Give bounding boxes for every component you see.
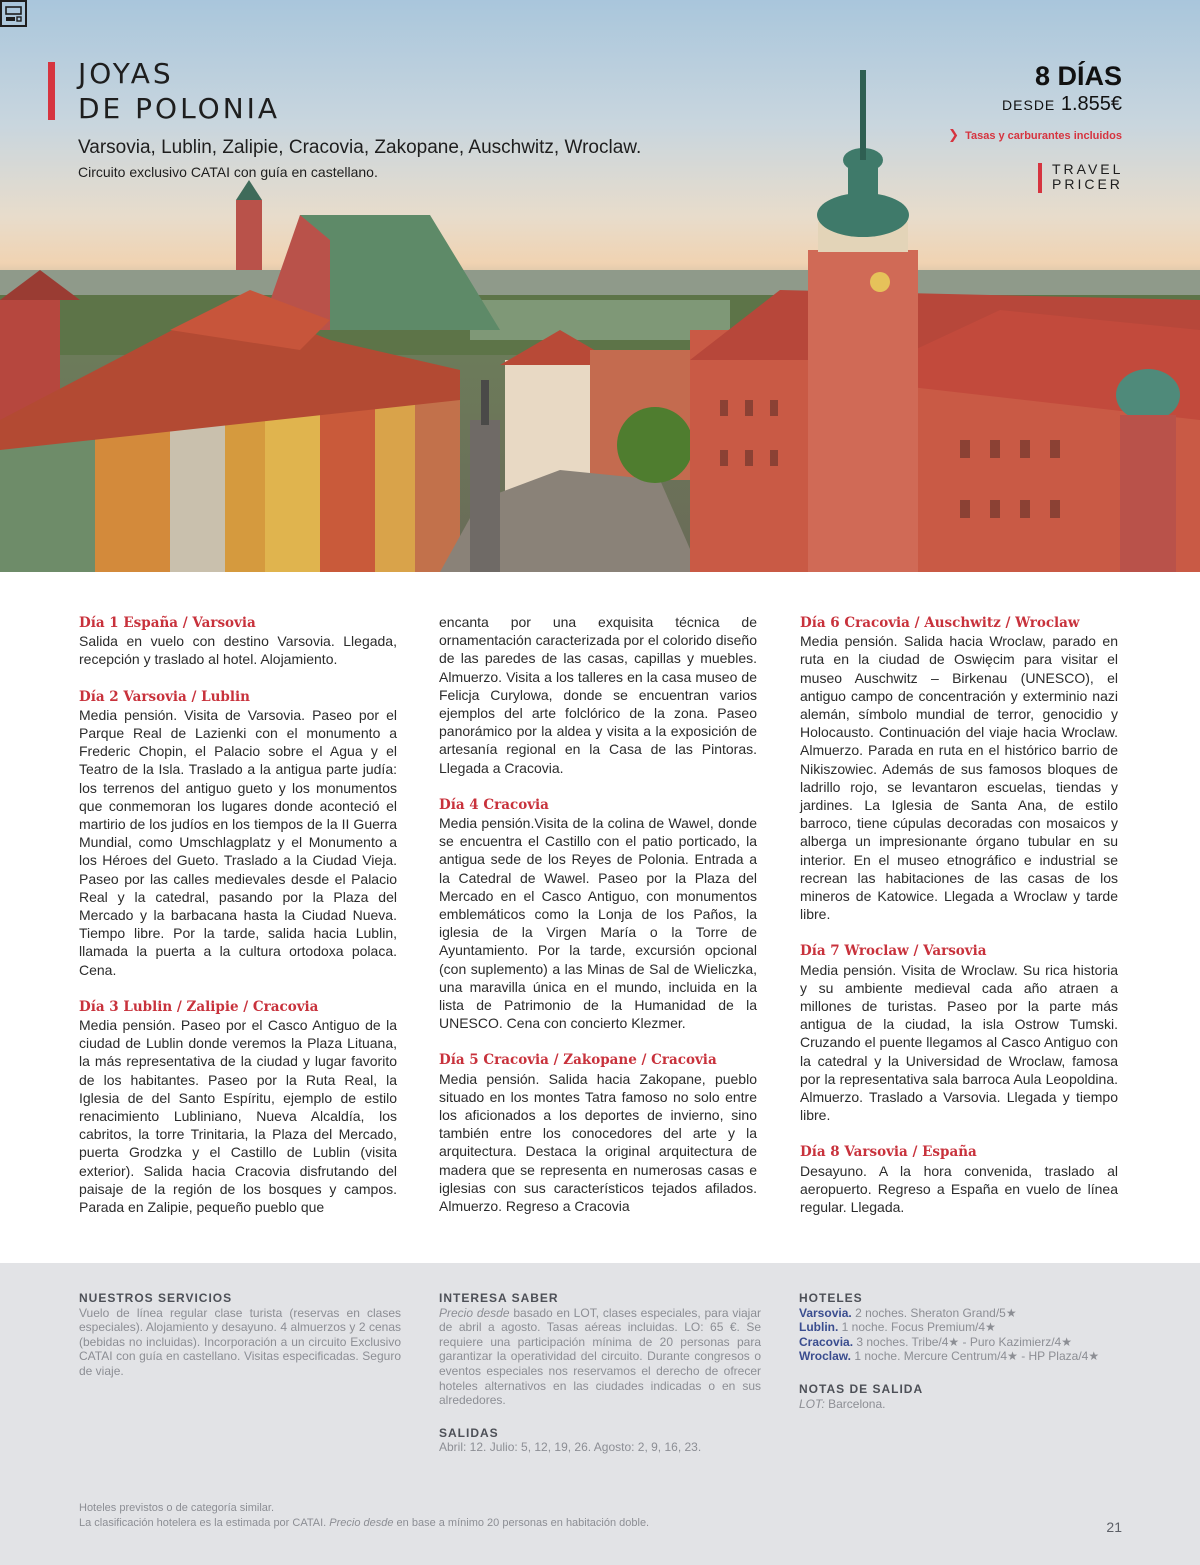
info-panel bbox=[0, 1263, 1200, 1565]
footer-line-1: Hoteles previstos o de categoría similar. bbox=[79, 1502, 275, 1514]
day-7-text: Media pensión. Visita de Wroclaw. Su rica historia y su ambiente medieval cada año atraen a millones de turistas. Paseo por la parte más antigua de la ciudad, la isla Ostrow Tumski. Cruzando el puente llegamos al Casco Antiguo con la catedral y la Universidad de Wroclaw, famosa por la representativa sala barroca Aula Leopoldina. Almuerzo. Traslado a Varsovia. Llegada y tiempo libre. bbox=[800, 961, 1118, 1124]
price-label: DESDE bbox=[1002, 97, 1056, 113]
day-6-heading: Día 6 Cracovia / Auschwitz / Wroclaw bbox=[800, 615, 1080, 631]
notes-title: NOTAS DE SALIDA bbox=[799, 1381, 924, 1396]
day-3 bbox=[79, 997, 397, 1216]
services-section bbox=[79, 1291, 401, 1379]
interest-text: basado en LOT, clases especiales, para viajar de abril a agosto. Tasas aéreas incluidas. LO: 65 €. Se requiere una participación mínima de 20 personas para garantizar la operatividad del circuito. Durante congresos o eventos especiales nos reservamos el derecho de ofrecer hoteles alternativos en las ciudades indicadas o en sus alrededores. bbox=[439, 1305, 762, 1408]
trip-duration: 8 DÍAS bbox=[1034, 61, 1122, 91]
notes-emphasis: LOT: bbox=[799, 1396, 825, 1411]
interest-section bbox=[439, 1291, 761, 1455]
hero-photo bbox=[0, 0, 1200, 572]
tagline: Circuito exclusivo CATAI con guía en castellano. bbox=[78, 164, 378, 180]
badge-line-1: TRAVEL bbox=[1052, 161, 1124, 177]
services-text: Vuelo de línea regular clase turista (reservas en clases especiales). Alojamiento y desayuno. 4 almuerzos y 2 cenas (bebidas no incluidas). Incorporación a un circuito Exclusivo CATAI con guía en castellano. Visitas especificadas. Seguro de viaje. bbox=[79, 1305, 401, 1378]
day-1 bbox=[79, 613, 397, 669]
day-8 bbox=[800, 1142, 1118, 1216]
interest-emphasis: Precio desde bbox=[439, 1305, 510, 1320]
interest-title: INTERESA SABER bbox=[439, 1291, 559, 1305]
day-4-text: Media pensión.Visita de la colina de Wawel, donde se encuentra el Castillo con el patio porticado, la antigua sede de los Reyes de Polonia. Entrada a la Catedral de Wawel. Paseo por la Plaza del Mercado en el Casco Antiguo, con monumentos emblemáticos como la Lonja de los Paños, la iglesia de la Virgen María o la Torre de Ayuntamiento. Por la tarde, excursión opcional (con suplemento) a las Minas de Sal de Wieliczka, una maravilla única en el mundo, incluida en la lista de Patrimonio de la Humanidad de la UNESCO. Cena con concierto Klezmer. bbox=[439, 815, 757, 1032]
itinerary-column-1 bbox=[79, 613, 397, 1234]
travel-pricer-badge bbox=[1052, 162, 1123, 192]
badge-accent-bar bbox=[1038, 163, 1042, 193]
hotels-title: HOTELES bbox=[799, 1291, 863, 1305]
day-7-heading: Día 7 Wroclaw / Varsovia bbox=[800, 943, 987, 960]
trip-title-line-1: JOYAS bbox=[78, 57, 174, 90]
itinerary-column-3 bbox=[800, 613, 1118, 1234]
day-1-text: Salida en vuelo con destino Varsovia. Llegada, recepción y traslado al hotel. Alojamiento. bbox=[79, 633, 397, 668]
hotel-entry bbox=[799, 1306, 1121, 1321]
day-1-heading: Día 1 España / Varsovia bbox=[79, 615, 256, 631]
price-value: 1.855€ bbox=[1060, 93, 1122, 115]
day-5-heading: Día 5 Cracovia / Zakopane / Cracovia bbox=[439, 1052, 717, 1069]
day-2-heading: Día 2 Varsovia / Lublin bbox=[79, 688, 250, 705]
trip-title-line-2: DE POLONIA bbox=[78, 92, 281, 125]
hotel-detail: 2 noches. Sheraton Grand/5★ bbox=[855, 1305, 1017, 1320]
day-7 bbox=[800, 941, 1118, 1124]
hotels-section bbox=[799, 1291, 1121, 1411]
day-4-heading: Día 4 Cracovia bbox=[439, 796, 549, 813]
hotel-entry bbox=[799, 1349, 1121, 1364]
interest-body bbox=[439, 1306, 761, 1408]
footer-line-2-emphasis: Precio desde bbox=[329, 1517, 394, 1529]
day-2 bbox=[79, 687, 397, 979]
services-title: NUESTROS SERVICIOS bbox=[79, 1291, 233, 1305]
day-6-text: Media pensión. Salida hacia Wroclaw, parado en ruta en la ciudad de Oswięcim para visitar el museo Auschwitz – Birkenau (UNESCO), el antiguo campo de concentración y exterminio nazi alemán, símbolo mundial de terror, genocidio y Holocausto. Continuación del viaje hacia Wroclaw. Almuerzo. Parada en ruta en el histórico barrio de Nikiszowiec. Además de sus famosos bloques de ladrillo rojo, se levantaron escuelas, tiendas y jardines. La Iglesia de Santa Ana, de estilo barroco, tiene cúpulas decoradas con mosaicos y alberga un impresionante órgano tubular en su interior. En el museo etnográfico e industrial se recrean las habitaciones de las casas de los mineros de Katowice. Llegada a Wroclaw y tarde libre. bbox=[800, 633, 1118, 923]
day-3-continued: encanta por una exquisita técnica de ornamentación caracterizada por el colorido diseño de las paredes de las casas, capillas y muebles. Almuerzo. Visita a los talleres en la casa museo de Felicja Curylowa, donde se encuentran varios ejemplos del arte folclórico de la zona. Paseo panorámico por la aldea y visita a la exposición de artesanía regional en la Casa de las Pintoras. Llegada a Cracovia. bbox=[439, 614, 757, 776]
itinerary-column-2 bbox=[439, 613, 757, 1233]
price-block bbox=[1002, 93, 1122, 116]
trip-title bbox=[78, 56, 280, 126]
hotel-city: Wroclaw. bbox=[799, 1349, 852, 1364]
route-cities: Varsovia, Lublin, Zalipie, Cracovia, Zakopane, Auschwitz, Wroclaw. bbox=[78, 137, 642, 158]
chevron-right-icon: ❯ bbox=[948, 127, 960, 142]
hotel-city: Lublin. bbox=[799, 1320, 839, 1335]
notes-body bbox=[799, 1397, 1121, 1412]
taxes-note-text: Tasas y carburantes incluidos bbox=[965, 130, 1122, 142]
day-8-text: Desayuno. A la hora convenida, traslado al aeropuerto. Regreso a España en vuelo de línea regular. Llegada. bbox=[800, 1162, 1118, 1216]
taxes-note bbox=[948, 127, 1122, 143]
day-3-text: Media pensión. Paseo por el Casco Antiguo de la ciudad de Lublin donde veremos la Plaza Lituana, la más representativa de la ciudad y lugar favorito de los habitantes. Paseo por la Ruta Real, la Iglesia de del Santo Espíritu, ejemplo de estilo renacimiento Lubliniano, Nueva Alcaldía, los cabritos, la torre Trinitaria, la Plaza del Mercado, puerta Grodzka y el Castillo de Lublin (visita exterior). Salida hacia Cracovia disfrutando del paisaje de la región de los bosques y campos. Parada en Zalipie, pequeño pueblo que bbox=[79, 1017, 397, 1216]
day-4 bbox=[439, 795, 757, 1033]
footer-line-2-a: La clasificación hotelera es la estimada por CATAI. bbox=[79, 1517, 330, 1529]
footer-line-2-b: en base a mínimo 20 personas en habitación doble. bbox=[393, 1517, 650, 1529]
day-5-text: Media pensión. Salida hacia Zakopane, pueblo situado en los montes Tatra famoso no solo entre los aficionados a los deportes de invierno, sino también entre los conocedores del arte y la arquitectura. Destaca la original arquitectura de madera que se representa en numerosas casas e iglesias con sus característicos tejados afilados. Almuerzo. Regreso a Cracovia bbox=[439, 1070, 757, 1215]
hotel-entry bbox=[799, 1320, 1121, 1335]
title-accent-bar bbox=[48, 62, 55, 120]
day-8-heading: Día 8 Varsovia / España bbox=[800, 1144, 977, 1161]
departures-title: SALIDAS bbox=[439, 1425, 499, 1440]
hotel-entry bbox=[799, 1335, 1121, 1350]
footer-line-2 bbox=[79, 1516, 649, 1531]
footer-notes bbox=[79, 1501, 649, 1531]
hotel-detail: 3 noches. Tribe/4★ - Puro Kazimierz/4★ bbox=[856, 1334, 1072, 1349]
hotel-city: Cracovia. bbox=[799, 1334, 854, 1349]
notes-text: Barcelona. bbox=[824, 1396, 886, 1411]
day-6 bbox=[800, 613, 1118, 923]
day-2-text: Media pensión. Visita de Varsovia. Paseo por el Parque Real de Lazienki con el monumento a Frederic Chopin, el Palacio sobre el Agua y el Teatro de la Isla. Traslado a la antigua parte judía: los terrenos del antiguo gueto y los monumentos que conmemoran los lugares donde aconteció el martirio de los judíos en los tiempos de la II Guerra Mundial, como Umschlagplatz y el Monumento a los Héroes del Gueto. Traslado a la Ciudad Vieja. Paseo por las calles medievales desde el Palacio Real y la catedral, pasando por la Plaza del Mercado y la barbacana hasta la Ciudad Nueva. Tiempo libre. Por la tarde, salida hacia Lublin, llamada la puerta a la cultura ortodoxa polaca. Cena. bbox=[79, 706, 397, 978]
hotel-detail: 1 noche. Focus Premium/4★ bbox=[841, 1320, 996, 1335]
badge-line-2: PRICER bbox=[1052, 176, 1123, 192]
departures-text: Abril: 12. Julio: 5, 12, 19, 26. Agosto: 2, 9, 16, 23. bbox=[439, 1440, 702, 1455]
day-3-heading: Día 3 Lublin / Zalipie / Cracovia bbox=[79, 998, 319, 1015]
hotel-city: Varsovia. bbox=[799, 1305, 852, 1320]
travel-pricer-icon bbox=[0, 0, 27, 27]
hotel-detail: 1 noche. Mercure Centrum/4★ - HP Plaza/4★ bbox=[854, 1349, 1100, 1364]
day-5 bbox=[439, 1050, 757, 1215]
page-number: 21 bbox=[1106, 1519, 1122, 1535]
